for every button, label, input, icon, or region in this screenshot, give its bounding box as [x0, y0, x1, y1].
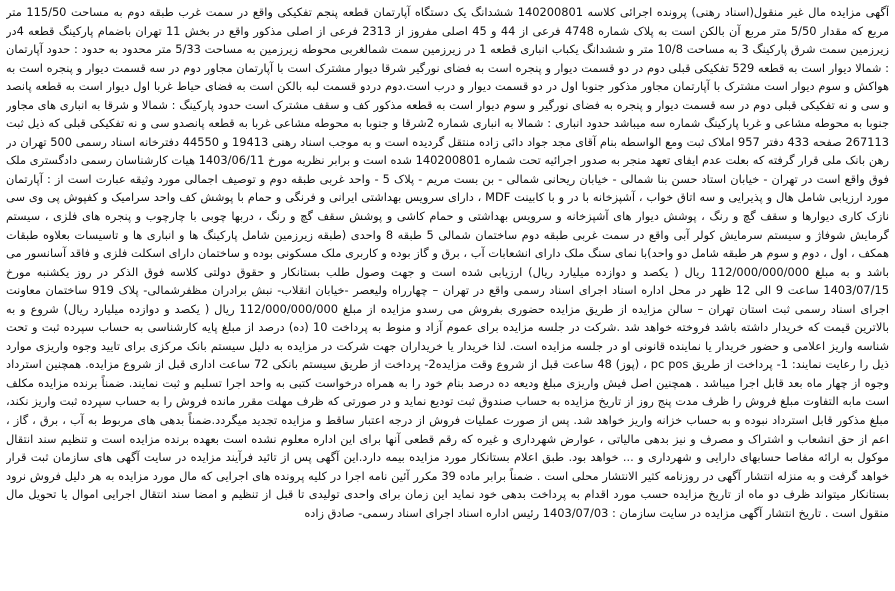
auction-notice-document	[6, 3, 889, 587]
notice-body-text: آگهی مزایده مال غیر منقول(اسناد رهنی) پرونده اجرائی کلاسه 140200801 ششدانگ یک دستگاه آپارتمان قطعه پنجم تفکیکی واقع در سمت غرب طبقه دوم به مساحت 115/50 متر مربع که مقدار 5/50 متر مربع آن بالکن است به پلاک شماره 4748 فرعی از 44 و 45 اصلی مفروز از 2313 فرعی از اصلی مذکور واقع در بخش 11 تهران باضمام پارکینگ قطعه 4در زیرزمین سمت شرق پارکینگ 3 به مساحت 10/8 متر و ششدانگ یکباب انباری قطعه 1 در زیرزمین سمت شمالغربی محوطه زیرزمین به مساحت 5/33 متر محدود به حدود : حدود آپارتمان : شمالا دیوار است به قطعه 529 تفکیکی قبلی دوم در دو قسمت دیوار و پنجره است به فضای نورگیر شرقا دیوار مشترک است با آپارتمان مجاور دوم در سه قسمت دیوار و پنجره است به هواکش و سوم دیوار است مشترک با آپارتمان مجاور مذکور جنوبا اول در دو قسمت دیوار و درب است.دوم دردو قسمت لبه بالکن است به فضای حیاط غربا اول دیوار است به قطعه پانصد و سی و نه تفکیکی قبلی دوم در سه قسمت دیوار و پنجره به فضای نورگیر و سوم دیوار است به قطعه مذکور کف و سقف مشترک است حدود پارکینگ : شمالا و شرقا به انباری های مجاور جنوبا به محوطه مشاعی و غربا پارکینگ شماره سه میباشد حدود انباری : شمالا به انباری شماره 2شرقا و جنوبا به محوطه مشاعی غربا به قطعه پانصدو سی و نه تفکیکی قبلی که ذیل ثبت 267113 صفحه 433 دفتر 957 املاک ثبت ومع الواسطه بنام آقای مجد جواد دائی زاده منتقل گردیده است و به موجب اسناد رهنی 19413 و 44550 دفترخانه اسناد رسمی 500 تهران در رهن بانک ملی قرار گرفته که بعلت عدم ایفای تعهد منجر به صدور اجرائیه تحت شماره 140200801 شده است و برابر نظریه مورخ 1403/06/11 هیات کارشناسان رسمی دادگستری ملک فوق واقع است در تهران - خیابان استاد حسن بنا شمالی - خیابان ریحانی شمالی - بن بست مریم - پلاک 5 - واحد غربی طبقه دوم و توصیف اجمالی مورد وثیقه عبارت است از : آپارتمان مورد ارزیابی شامل هال و پذیرایی و سه اتاق خواب ، آشپزخانه با در و با کابینت MDF ، دارای سرویس بهداشتی ایرانی و فرنگی و حمام با پوشش کف واحد سرامیک و کفپوش پی وی سی نازک کاری دیوارها و سقف گچ و رنگ ، پوشش دیوار های آشپزخانه و سرویس بهداشتی و حمام کاشی و پوشش سقف گچ و رنگ ، دربها چوبی با چارچوب و پنجره های فلزی ، سیستم گرمایش شوفاژ و سیستم سرمایش کولر آبی واقع در سمت غربی طبقه دوم ساختمان شمالی 5 طبقه 8 واحدی (طبقه زیرزمین شامل پارکینگ ها و انباری ها و تاسیسات بعلاوه طبقات همکف ، اول ، دوم و سوم هر طبقه شامل دو واحد)با نمای سنگ ملک دارای انشعابات آب ، برق و گاز بوده و کاربری ملک مسکونی بوده و ساختمان دارای اسکلت فلزی و فاقد آسانسور می باشد و به مبلغ 112/000/000/000 ریال ( یکصد و دوازده میلیارد ریال) ارزیابی شده است و جهت وصول طلب بستانکار و حقوق دولتی کلاسه فوق الذکر در روز یکشنبه مورخ 1403/07/15 ساعت 9 الی 12 ظهر در محل اداره اسناد اجرای اسناد رسمی واقع در تهران – چهارراه ولیعصر -خیابان انقلاب- نبش برادران مظفرشمالی- پلاک 919 ساختمان معاونت اجرای اسناد رسمی ثبت استان تهران – سالن مزایده از طریق مزایده حضوری بفروش می رسدو مزایده از مبلغ 112/000/000/000 ریال ( یکصد و دوازده میلیارد ریال) شروع و به بالاترین قیمت که خریدار داشته باشد فروخته خواهد شد .شرکت در جلسه مزایده برای عموم آزاد و منوط به پرداخت 10 (ده) درصد از مبلغ پایه کارشناسی به حساب سپرده ثبت و تحت شناسه واریز اعلامی و حضور خریدار یا نماینده قانونی او در جلسه مزایده است. لذا خریدار یا خریداران جهت شرکت در مزایده به دلیل سیستم بانک مرکزی برای تایید وجوه واریزی موارد ذیل را رعایت نمایند: 1- پرداخت از طریق pc pos ، (پوز) 48 ساعت قبل از شروع وقت مزایده2- پرداخت از طریق سیستم بانکی 72 ساعت اداری قبل از شروع مزایده. همچنین استرداد وجوه از چهار ماه بعد قابل اجرا میباشد . همچنین اصل فیش واریزی مبلغ ودیعه ده درصد بنام خود را به همراه درخواست کتبی به واحد اجرا تسلیم و ثبت نمایند. ضمناً برنده مزایده مکلف است مابه التفاوت مبلغ فروش را ظرف مدت پنج روز از تاریخ مزایده به حساب صندوق ثبت تودیع نماید و در صورتی که ظرف مهلت مقرر مانده فروش را به حساب سپرده ثبت واریز نکند، مبلغ مذکور قابل استرداد نبوده و به حساب خزانه واریز خواهد شد. پس از صورت عملیات فروش از درجه اعتبار ساقط و مزایده تجدید میگردد.ضمناً بدهی های مربوط به آب ، برق ، گاز ، اعم از حق انشعاب و اشتراک و مصرف و نیز بدهی مالیاتی ، عوارض شهرداری و غیره که رقم قطعی آنها برای این اداره معلوم نشده است بعهده برنده مزایده است و تنظیم سند انتقال موکول به ارائه مفاصا حسابهای دارایی و شهرداری و ... خواهد بود. طبق اعلام بستانکار مورد مزایده بیمه دارد.این آگهی پس از تائید فرآیند مزایده در سایت آگهی های سازمان ثبت قرار خواهد گرفت و به منزله انتشار آگهی در روزنامه کثیر الانتشار محلی است . ضمناً برابر ماده 39 مکرر آئین نامه اجرا در کلیه پرونده های اجرایی که مال مورد مزایده به هر دلیل فروش نرود بستانکار میتواند ظرف دو ماه از تاریخ مزایده حسب مورد اقدام به پرداخت بدهی خود نماید این زمان برای واحدی تولیدی تا قبل از تنظیم و امضا سند انتقال اجرایی اموال یا تحویل مال منقول است . تاریخ انتشار آگهی مزایده در سایت سازمان : 1403/07/03 رئیس اداره اسناد اجرای اسناد رسمی- صادق زاده	[6, 5, 889, 520]
